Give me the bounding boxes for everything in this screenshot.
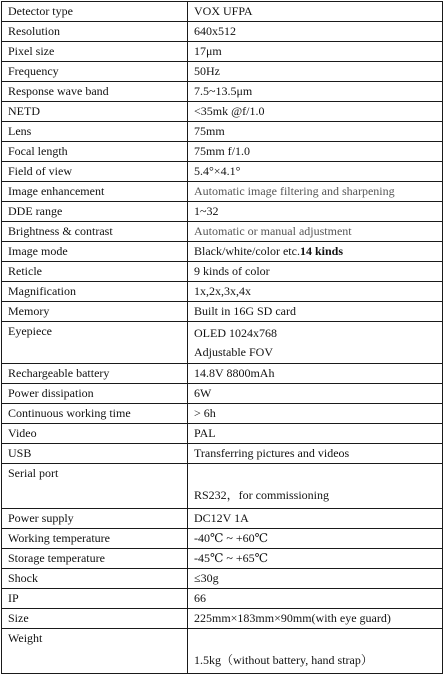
value-focal-length: 75mm f/1.0 (188, 142, 443, 162)
label-lens: Lens (2, 122, 188, 142)
table-row (2, 62, 443, 82)
label-weight: Weight (2, 629, 188, 674)
value-frequency: 50Hz (188, 62, 443, 82)
value-memory: Built in 16G SD card (188, 302, 443, 322)
table-row (2, 444, 443, 464)
value-dde-range: 1~32 (188, 202, 443, 222)
table-row (2, 549, 443, 569)
value-power-dissipation: 6W (188, 384, 443, 404)
table-row (2, 2, 443, 22)
table-row (2, 82, 443, 102)
value-video: PAL (188, 424, 443, 444)
value-magnification: 1x,2x,3x,4x (188, 282, 443, 302)
value-working-temperature: -40℃ ~ +60℃ (188, 529, 443, 549)
table-row (2, 242, 443, 262)
label-memory: Memory (2, 302, 188, 322)
label-brightness-contrast: Brightness & contrast (2, 222, 188, 242)
value-reticle: 9 kinds of color (188, 262, 443, 282)
eyepiece-line-1: OLED 1024x768 (194, 325, 277, 340)
table-row (2, 262, 443, 282)
table-row (2, 42, 443, 62)
label-detector-type: Detector type (2, 2, 188, 22)
value-response-wave-band: 7.5~13.5μm (188, 82, 443, 102)
label-usb: USB (2, 444, 188, 464)
table-row (2, 122, 443, 142)
table-row (2, 629, 443, 674)
label-magnification: Magnification (2, 282, 188, 302)
label-focal-length: Focal length (2, 142, 188, 162)
label-power-supply: Power supply (2, 509, 188, 529)
value-rechargeable-battery: 14.8V 8800mAh (188, 364, 443, 384)
value-pixel-size: 17μm (188, 42, 443, 62)
value-ip: 66 (188, 589, 443, 609)
eyepiece-line-2: Adjustable FOV (194, 344, 273, 359)
label-image-mode: Image mode (2, 242, 188, 262)
table-row (2, 609, 443, 629)
table-row (2, 222, 443, 242)
table-row (2, 569, 443, 589)
label-dde-range: DDE range (2, 202, 188, 222)
value-serial-port: RS232，for commissioning (188, 464, 443, 509)
label-power-dissipation: Power dissipation (2, 384, 188, 404)
table-row (2, 322, 443, 364)
label-reticle: Reticle (2, 262, 188, 282)
table-row (2, 182, 443, 202)
value-netd: <35mk @f/1.0 (188, 102, 443, 122)
spec-table (1, 1, 443, 674)
table-row (2, 22, 443, 42)
table-row (2, 464, 443, 509)
label-pixel-size: Pixel size (2, 42, 188, 62)
label-eyepiece: Eyepiece (2, 322, 188, 364)
label-resolution: Resolution (2, 22, 188, 42)
label-field-of-view: Field of view (2, 162, 188, 182)
table-row (2, 302, 443, 322)
table-row (2, 282, 443, 302)
label-image-enhancement: Image enhancement (2, 182, 188, 202)
value-shock: ≤30g (188, 569, 443, 589)
value-continuous-working-time: > 6h (188, 404, 443, 424)
table-row (2, 404, 443, 424)
value-weight: 1.5kg（without battery, hand strap） (188, 629, 443, 674)
table-row (2, 364, 443, 384)
table-row (2, 202, 443, 222)
value-image-mode (188, 242, 443, 262)
table-row (2, 424, 443, 444)
table-row (2, 509, 443, 529)
value-size: 225mm×183mm×90mm(with eye guard) (188, 609, 443, 629)
table-row (2, 589, 443, 609)
label-ip: IP (2, 589, 188, 609)
label-netd: NETD (2, 102, 188, 122)
label-serial-port: Serial port (2, 464, 188, 509)
label-frequency: Frequency (2, 62, 188, 82)
label-continuous-working-time: Continuous working time (2, 404, 188, 424)
value-eyepiece (188, 322, 443, 364)
value-lens: 75mm (188, 122, 443, 142)
value-brightness-contrast: Automatic or manual adjustment (188, 222, 443, 242)
value-detector-type: VOX UFPA (188, 2, 443, 22)
label-response-wave-band: Response wave band (2, 82, 188, 102)
value-field-of-view: 5.4°×4.1° (188, 162, 443, 182)
value-power-supply: DC12V 1A (188, 509, 443, 529)
label-rechargeable-battery: Rechargeable battery (2, 364, 188, 384)
image-mode-text: Black/white/color etc. (194, 244, 300, 258)
label-shock: Shock (2, 569, 188, 589)
table-row (2, 529, 443, 549)
table-row (2, 142, 443, 162)
table-row (2, 384, 443, 404)
image-mode-count: 14 kinds (299, 244, 343, 258)
label-video: Video (2, 424, 188, 444)
value-image-enhancement: Automatic image filtering and sharpening (188, 182, 443, 202)
label-storage-temperature: Storage temperature (2, 549, 188, 569)
label-working-temperature: Working temperature (2, 529, 188, 549)
table-row (2, 162, 443, 182)
value-resolution: 640x512 (188, 22, 443, 42)
label-size: Size (2, 609, 188, 629)
value-usb: Transferring pictures and videos (188, 444, 443, 464)
table-row (2, 102, 443, 122)
value-storage-temperature: -45℃ ~ +65℃ (188, 549, 443, 569)
